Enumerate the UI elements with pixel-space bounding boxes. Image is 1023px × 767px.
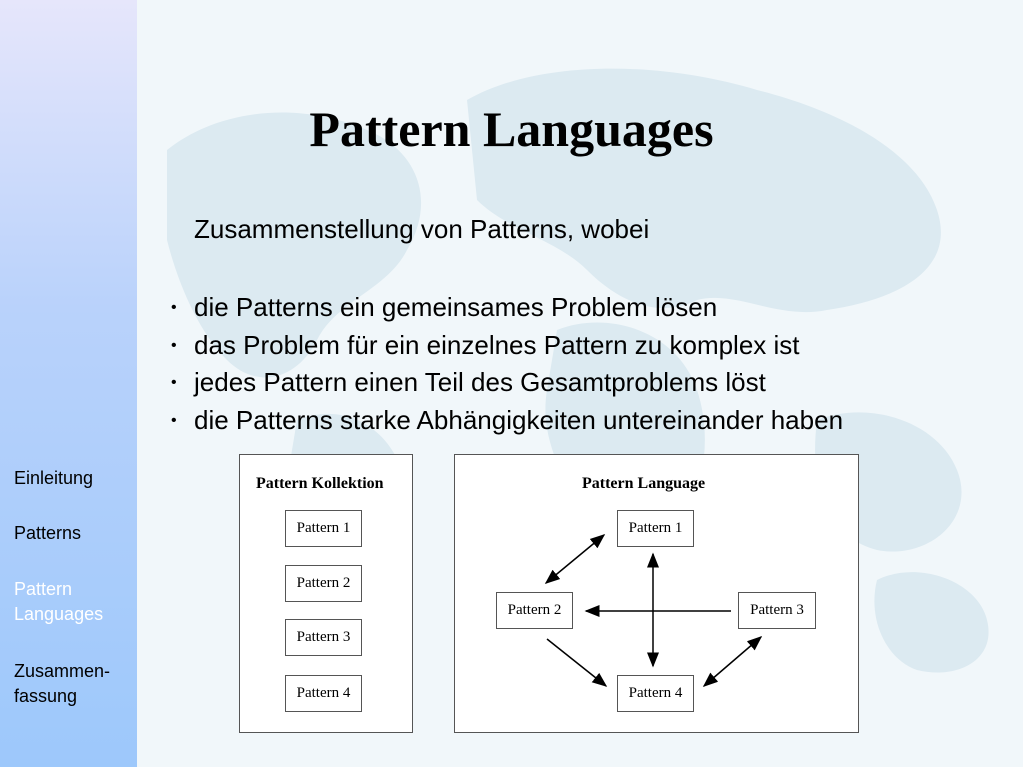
- nav-item-patterns[interactable]: Patterns: [14, 523, 82, 543]
- collection-pattern-box: Pattern 2: [285, 565, 362, 602]
- language-pattern-box-2: Pattern 2: [496, 592, 573, 629]
- language-pattern-box-1: Pattern 1: [617, 510, 694, 547]
- nav-item-einleitung[interactable]: Einleitung: [14, 468, 94, 488]
- pattern-language-title: Pattern Language: [582, 475, 706, 492]
- nav-item-zusammenfassung[interactable]: Zusammen-fassung: [14, 661, 111, 706]
- arrow-p3-p4: [704, 637, 761, 686]
- intro-text: Zusammenstellung von Patterns, wobei: [194, 214, 650, 244]
- bullet-text: die Patterns starke Abhängigkeiten untereinander haben: [194, 404, 844, 435]
- bullet-dot-icon: •: [171, 374, 177, 391]
- bullet-text: jedes Pattern einen Teil des Gesamtproblems löst: [194, 367, 766, 397]
- collection-pattern-box: Pattern 4: [285, 675, 362, 712]
- language-pattern-box-4: Pattern 4: [617, 675, 694, 712]
- arrow-p1-p2: [546, 535, 604, 583]
- nav-item-pattern-languages[interactable]: Pattern Languages: [14, 579, 104, 624]
- pattern-collection-title: Pattern Kollektion: [256, 475, 384, 492]
- arrow-p2-p4: [547, 639, 606, 686]
- collection-pattern-box: Pattern 3: [285, 619, 362, 656]
- bullet-text: die Patterns ein gemeinsames Problem lösen: [194, 292, 718, 322]
- slide-title: Pattern Languages: [309, 101, 714, 157]
- bullet-dot-icon: •: [171, 299, 177, 316]
- language-pattern-box-3: Pattern 3: [738, 592, 816, 629]
- bullet-dot-icon: •: [171, 336, 177, 354]
- collection-pattern-box: Pattern 1: [285, 510, 362, 547]
- bullet-text: das Problem für ein einzelnes Pattern zu komplex ist: [194, 329, 800, 360]
- bullet-dot-icon: •: [171, 411, 177, 429]
